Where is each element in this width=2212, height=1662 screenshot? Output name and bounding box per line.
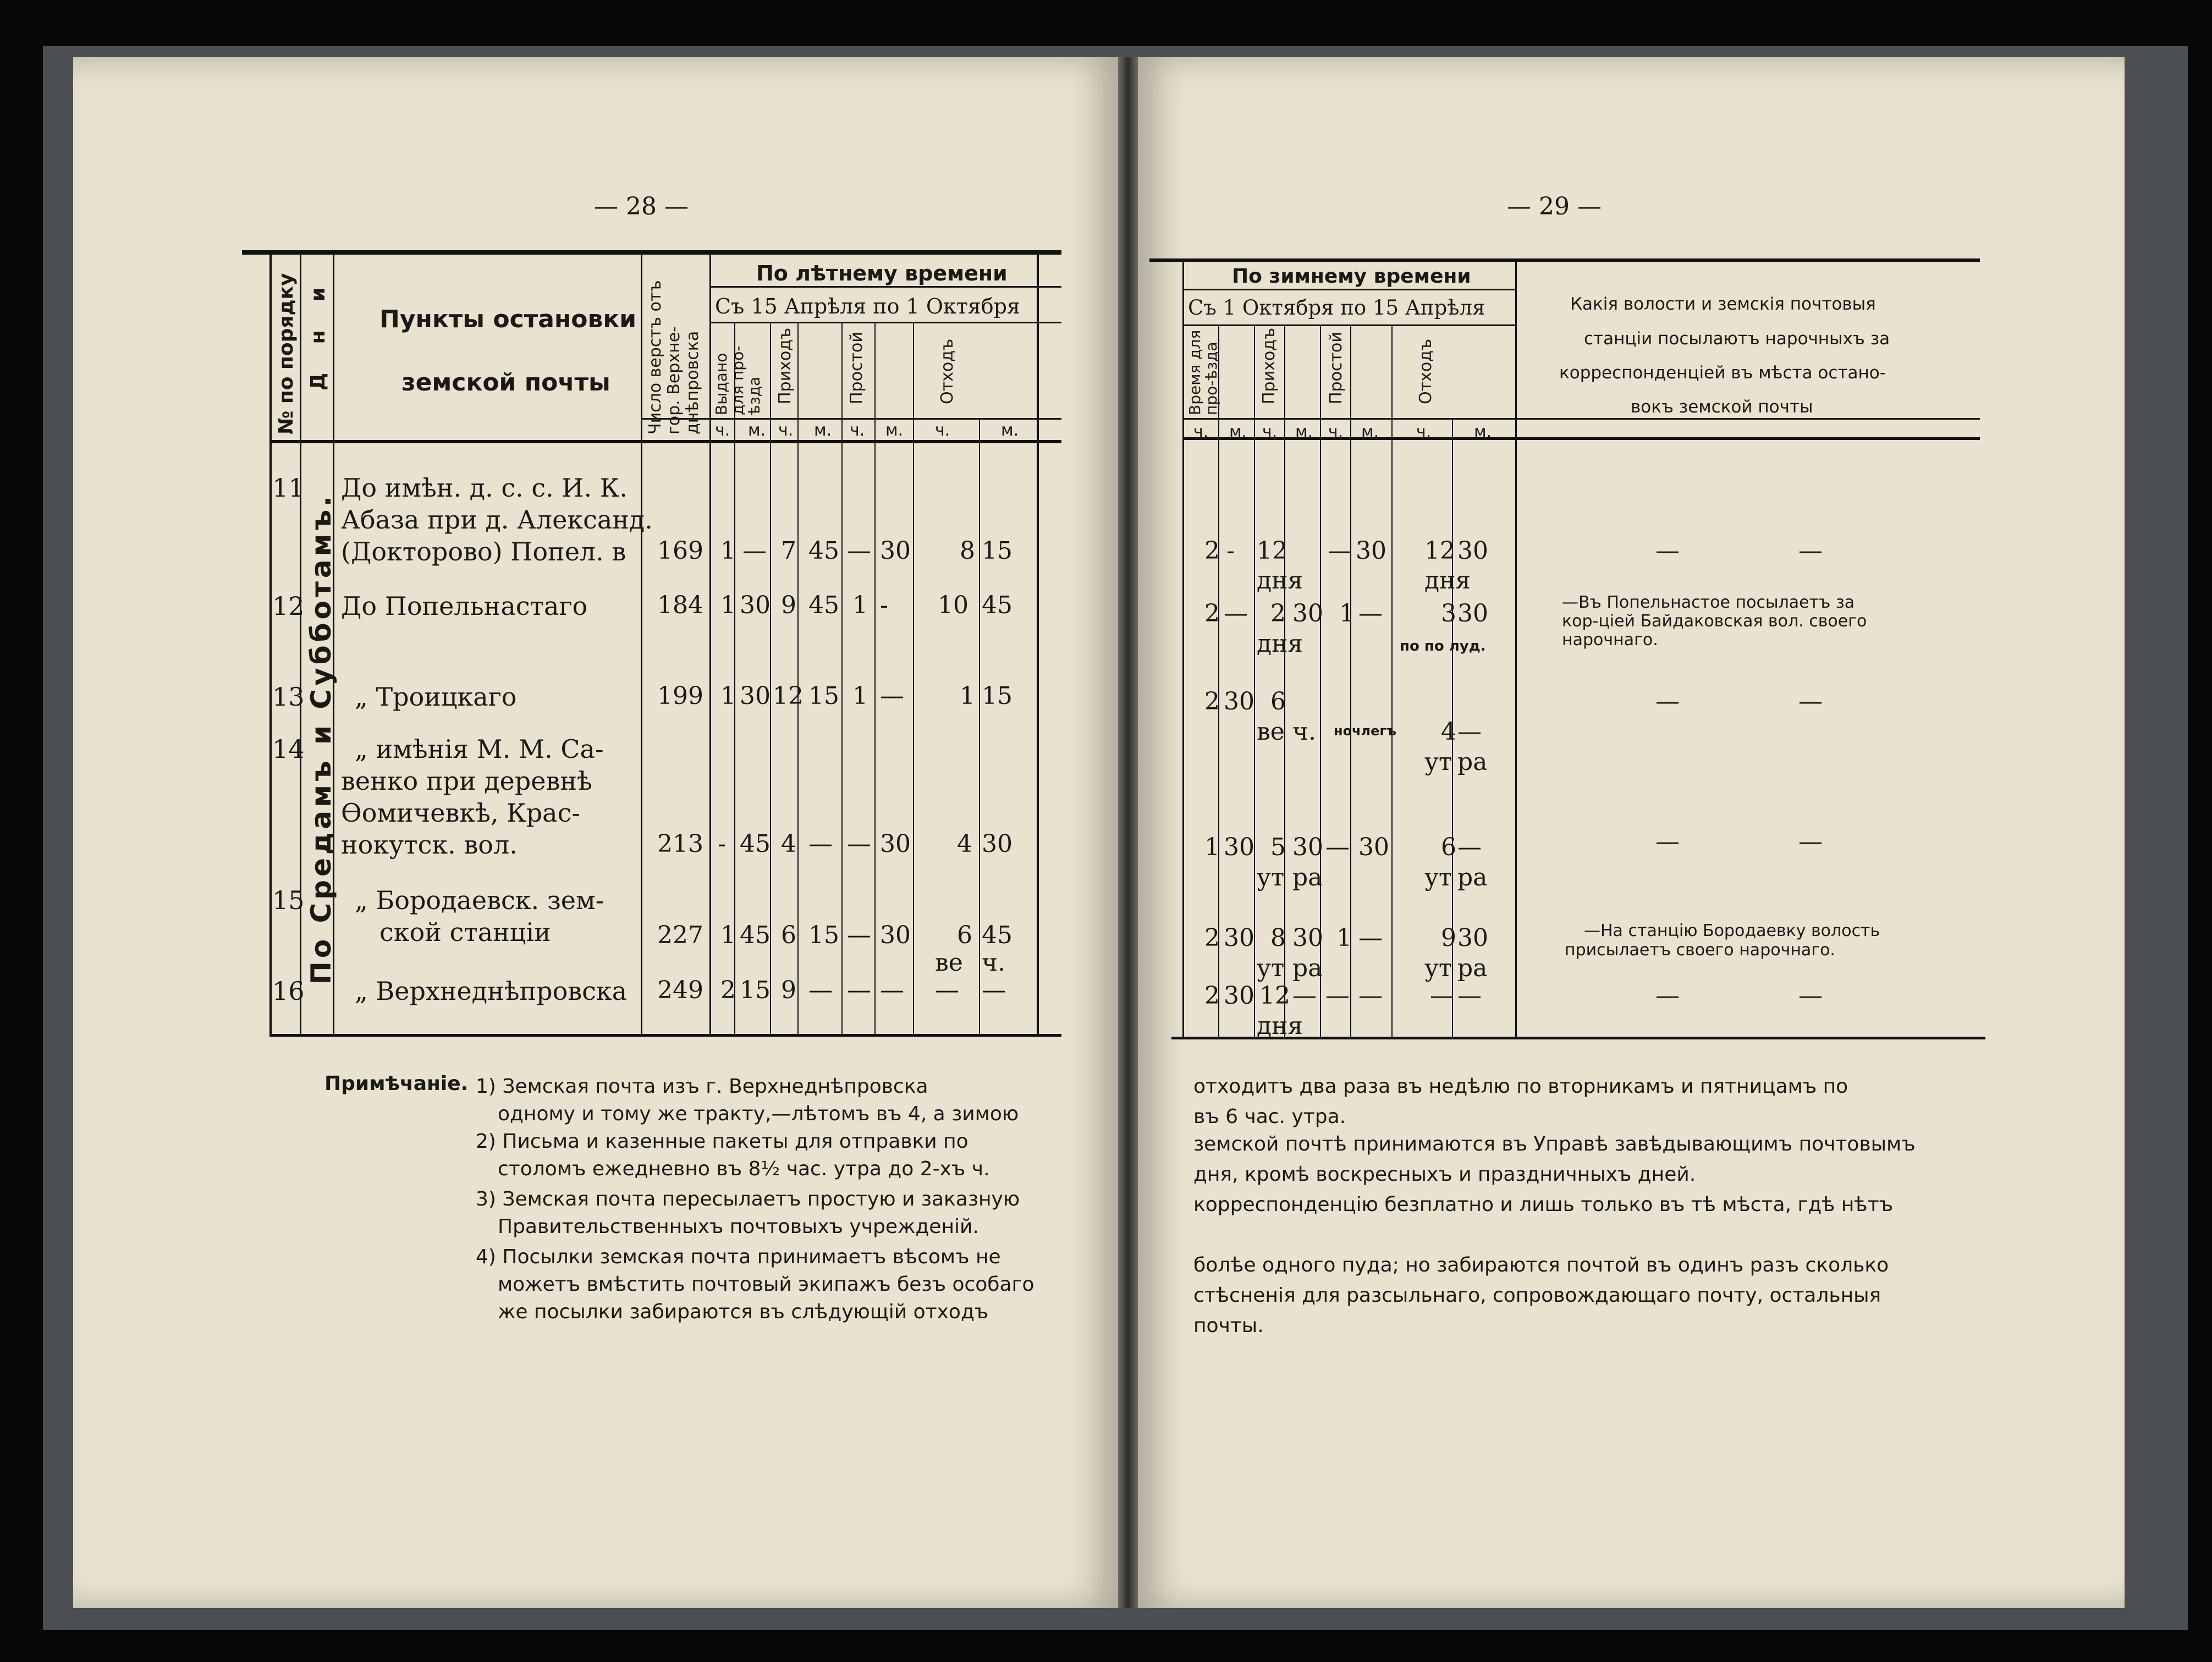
cell: - [880,591,888,619]
col-line [1037,250,1039,1037]
stop-name: ской станціи [379,917,551,947]
note-line: одному и тому же тракту,—лѣтомъ въ 4, а зимою [498,1103,1019,1125]
unit-m: м. [748,421,766,440]
note-line: отходитъ два раза въ недѣлю по вторникамъ и пятницамъ по [1193,1075,1848,1098]
cell: 1 [720,537,736,565]
cell: - [718,830,726,858]
remark-text: кор-цiей Байдаковская вол. своего [1562,612,1867,631]
cell: — [1358,599,1383,628]
stop-name: „ имѣнія М. М. Са- [355,734,604,764]
versts: 169 [657,537,703,565]
cell: 9 [1441,924,1456,952]
cell: — [1798,537,1823,565]
stop-name: „ Верхнеднѣпровска [355,976,628,1006]
cell: — [1358,924,1383,952]
unit-h: ч. [1416,422,1432,442]
note-line: болѣе одного пуда; но забираются почтой въ одинъ разъ сколько [1193,1254,1889,1276]
cell: — [982,976,1006,1004]
remarks-header: Какія волости и земскія почтовыя [1570,294,1876,314]
cell: 45 [740,921,771,949]
unit-h: ч. [935,421,950,440]
unit-h: ч. [778,421,794,440]
days-label: По Средамъ и Субботамъ. [305,492,337,984]
cell: — [1457,718,1482,746]
note-line: корреспонденцію безплатно и лишь только въ тѣ мѣста, гдѣ нѣтъ [1193,1193,1894,1216]
col-line [1391,324,1393,1039]
col-line [300,250,301,1037]
note-line: 3) Земская почта пересылаетъ простую и заказную [476,1188,1020,1210]
cell: — [1328,537,1352,565]
header-bottom-rule [269,440,1061,443]
cell: 1 [720,921,736,949]
row-number: 12 [272,591,305,621]
stop-name: До имѣн. д. с. с. И. К. [341,473,628,503]
unit-m: м. [1474,422,1492,442]
remarks-header: вокъ земской почты [1631,397,1813,417]
cell: 8 [1270,924,1286,952]
cell: 2 [1204,599,1220,628]
row-line [1182,418,1980,420]
cell: ра [1457,954,1488,982]
cell: 30 [1457,537,1488,565]
col-line [797,322,799,1037]
col-line [1515,258,1517,1039]
table-bottom-rule [269,1034,1061,1037]
stop-name: нокутск. вол. [341,830,518,860]
cell: 15 [982,682,1013,710]
cell: — [1430,982,1454,1010]
cell: 15 [808,682,839,710]
cell: ут [1424,863,1452,891]
table-top-rule [242,250,1061,255]
note-line: 1) Земская почта изъ г. Верхнеднѣпровска [476,1075,928,1098]
row-number: 13 [272,682,305,712]
versts: 199 [657,682,703,710]
header-versts: Число верстъ отъ гор. Верхне-днѣпровска [646,280,702,434]
cell: ут [1257,954,1285,982]
cell: 7 [781,537,796,565]
cell: ч. [1292,718,1317,746]
cell: 9 [781,591,796,619]
cell: — [1655,828,1680,856]
summer-period: Съ 15 Апрѣля по 1 Октября [715,294,1020,318]
cell: дня [1257,630,1303,658]
cell: ве [935,949,963,977]
col-line [913,322,914,1037]
note-line: стѣсненія для разсыльнаго, сопровождающаго почту, остальныя [1193,1284,1881,1307]
row-number: 14 [272,734,305,764]
cell: 2 [1204,537,1220,565]
cell: 45 [740,830,771,858]
col-line [641,250,642,1037]
cell: 30 [740,682,771,710]
cell: 4 [781,830,796,858]
page-number-left: — 28 — [594,192,689,221]
cell: — [935,976,959,1004]
cell: — [847,921,871,949]
stop-name: Ѳомичевкѣ, Крас- [341,798,580,828]
col-line [979,418,980,1037]
cell: — [1325,833,1350,861]
cell: 9 [781,976,796,1004]
unit-m: м. [1001,421,1019,440]
cell: 30 [880,537,911,565]
unit-m: м. [1295,422,1313,442]
cell: 3 [1441,599,1456,628]
col-line [841,322,843,1037]
cell: 1 [1339,599,1355,628]
cell: по по луд. [1400,638,1486,654]
stop-name: венко при деревнѣ [341,766,592,796]
cell: — [847,976,871,1004]
cell: — [808,830,833,858]
remark-text: —На станцію Бородаевку волость [1584,921,1880,940]
col-line [269,250,272,1037]
stop-name: „ Бородаевск. зем- [355,885,604,915]
cell: 45 [982,591,1013,619]
header-idle: Простой [847,332,866,404]
cell: 30 [740,591,771,619]
cell: 1 [720,682,736,710]
cell: 5 [1270,833,1286,861]
cell: ра [1457,863,1488,891]
cell: — [1457,833,1482,861]
unit-m: м. [885,421,904,440]
versts: 184 [657,591,703,619]
cell: 2 [1204,687,1220,716]
cell: 30 [1224,924,1254,952]
unit-h: ч. [1262,422,1278,442]
cell: 30 [1292,833,1323,861]
col-line [709,250,711,1037]
cell: — [1457,982,1482,1010]
unit-m: м. [1361,422,1379,442]
cell: дня [1424,566,1471,595]
cell: дня [1257,1012,1303,1040]
cell: 1 [852,682,868,710]
cell: ут [1424,954,1452,982]
cell: — [1224,599,1248,628]
cell: 6 [957,921,972,949]
row-line [1182,324,1515,326]
note-line: дня, кромѣ воскресныхъ и праздничныхъ дней. [1193,1163,1696,1186]
note-line: 4) Посылки земская почта принимаетъ вѣсомъ не [476,1246,1001,1268]
cell: — [1358,982,1383,1010]
cell: — [1655,537,1680,565]
row-line [1182,289,1515,290]
note-line: столомъ ежедневно въ 8½ час. утра до 2-хъ ч. [498,1158,990,1180]
remark-text: —Въ Попельнастое посылаетъ за [1562,593,1855,612]
cell: 2 [1270,599,1286,628]
cell: — [1655,982,1680,1010]
col-line [1182,258,1184,1039]
versts: 227 [657,921,703,949]
cell: ве [1257,718,1285,746]
header-idle-winter: Простой [1327,332,1346,404]
cell: 30 [1457,924,1488,952]
row-number: 11 [272,473,305,503]
header-depart-winter: Отходъ [1416,338,1435,404]
cell: 1 [1336,924,1352,952]
cell: 30 [1224,687,1254,716]
cell: 12 [1424,537,1455,565]
cell: 12 [773,682,804,710]
cell: 1 [1204,833,1220,861]
header-points-line2: земской почты [401,368,610,397]
unit-h: ч. [1193,422,1209,442]
unit-h: ч. [850,421,865,440]
stop-name: До Попельнастаго [341,591,588,621]
cell: 45 [982,921,1013,949]
cell: 30 [1292,924,1323,952]
cell: 2 [1204,982,1220,1010]
cell: 6 [1441,833,1456,861]
cell: 4 [957,830,972,858]
row-line [709,286,1061,288]
header-points-line1: Пункты остановки [379,305,637,333]
cell: 2 [720,976,736,1004]
cell: — [808,976,833,1004]
cell: 10 [938,591,969,619]
cell: 15 [740,976,771,1004]
header-arrival-winter: Приходъ [1259,327,1279,404]
cell: — [1292,982,1317,1010]
note-line: почты. [1193,1314,1264,1337]
unit-h: ч. [715,421,730,440]
row-line [709,322,1061,323]
cell: 45 [808,537,839,565]
book-gutter [1118,57,1138,1608]
cell: 30 [1224,833,1254,861]
col-line [874,322,876,1037]
cell: 1 [720,591,736,619]
cell: ут [1424,748,1452,776]
remark-text: присылаетъ своего нарочнаго. [1565,940,1835,960]
cell: — [847,537,871,565]
cell: 30 [880,921,911,949]
cell: ут [1257,863,1285,891]
cell: 15 [982,537,1013,565]
cell: 30 [880,830,911,858]
unit-m: м. [814,421,832,440]
note-line: въ 6 час. утра. [1193,1105,1346,1128]
cell: 30 [1224,982,1254,1010]
cell: ра [1292,863,1323,891]
cell: — [1325,982,1350,1010]
unit-m: м. [1229,422,1247,442]
cell: ра [1292,954,1323,982]
winter-title: По зимнему времени [1232,265,1471,288]
versts: 213 [657,830,703,858]
cell: 6 [781,921,796,949]
cell: — [742,537,767,565]
note-label: Примѣчаніе. [324,1072,469,1095]
note-line: же посылки забираются въ слѣдующій отходъ [498,1301,989,1323]
cell: ра [1457,748,1488,776]
winter-period: Съ 1 Октября по 15 Апрѣля [1188,296,1485,320]
cell: 30 [1358,833,1389,861]
note-line: можетъ вмѣстить почтовый экипажъ безъ особаго [498,1273,1035,1296]
cell: 1 [852,591,868,619]
cell: — [1798,828,1823,856]
cell: дня [1257,566,1303,595]
unit-h: ч. [1328,422,1344,442]
cell: 4 [1441,718,1456,746]
header-issued-winter: Время для про-ѣзда [1186,329,1220,415]
header-col-days: Д н и [307,276,329,390]
cell: 30 [1292,599,1323,628]
cell: — [880,682,904,710]
cell: 30 [1457,599,1488,628]
cell: — [1798,687,1823,716]
cell: — [847,830,871,858]
cell: 30 [982,830,1013,858]
note-line: 2) Письма и казенные пакеты для отправки по [476,1130,969,1153]
stop-name: (Докторово) Попел. в [341,537,626,566]
cell: — [1798,982,1823,1010]
cell: 8 [960,537,975,565]
cell: 15 [808,921,839,949]
table-top-rule [1149,258,1980,262]
cell: - [1226,537,1235,565]
cell: ч. [982,949,1006,977]
header-col-no: № по порядку [275,273,298,434]
remarks-header: станціи посылаютъ нарочныхъ за [1584,329,1890,349]
stop-name: „ Троицкаго [355,682,517,712]
cell: 12 [1257,537,1287,565]
cell: 2 [1204,924,1220,952]
remarks-header: корреспонденціей въ мѣста остано- [1559,363,1886,383]
row-number: 16 [272,976,305,1006]
summer-title: По лѣтнему времени [756,261,1008,285]
row-number: 15 [272,885,305,915]
versts: 249 [657,976,703,1004]
cell: 6 [1270,687,1286,716]
header-arrival: Приходъ [775,327,795,404]
cell: 1 [960,682,975,710]
note-line: земской почтѣ принимаются въ Управѣ завѣдывающимъ почтовымъ [1193,1133,1916,1155]
row-line [641,418,1061,420]
note-line: Правительственныхъ почтовыхъ учрежденій. [498,1215,979,1238]
page-number-right: — 29 — [1507,192,1602,221]
cell: 12 [1259,982,1290,1010]
cell: — [1655,687,1680,716]
stop-name: Абаза при д. Александ. [341,505,653,535]
cell: 30 [1356,537,1386,565]
cell: ночлегъ [1334,723,1396,739]
header-issued: Выдано для про-ѣзда [712,345,763,415]
cell: — [880,976,904,1004]
header-depart: Отходъ [938,338,957,404]
cell: 45 [808,591,839,619]
remark-text: нарочнаго. [1562,630,1658,650]
